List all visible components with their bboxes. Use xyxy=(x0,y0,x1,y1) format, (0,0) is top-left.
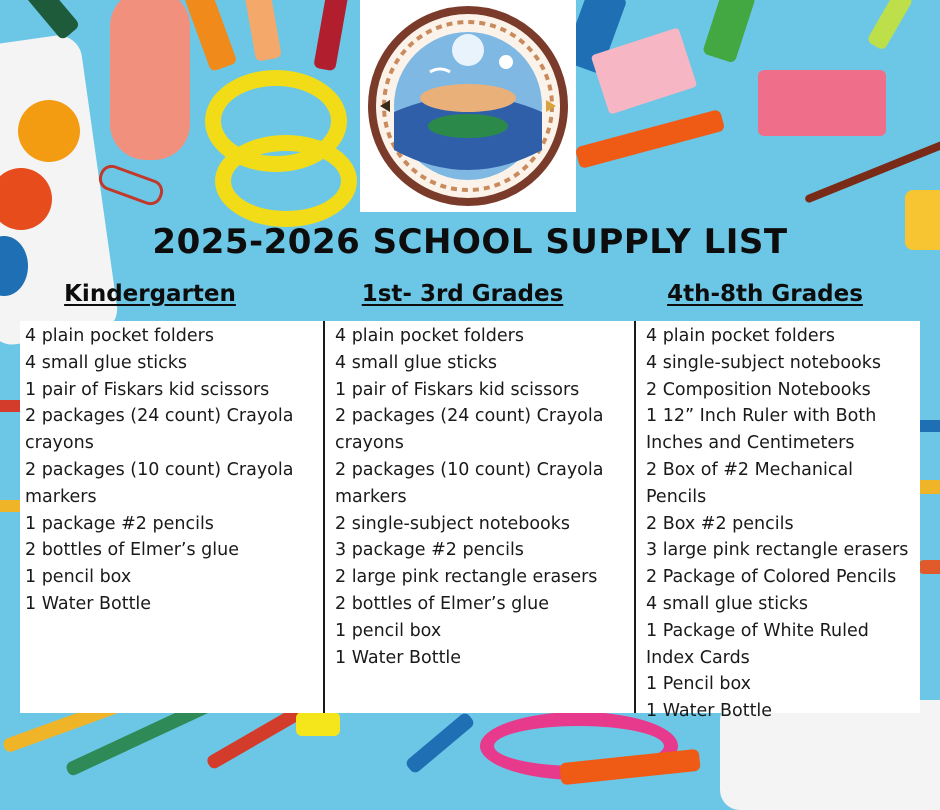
heading-kindergarten: Kindergarten xyxy=(64,281,236,307)
list-item: 1 Package of White Ruled Index Cards xyxy=(646,620,869,668)
list-item: 2 single-subject notebooks xyxy=(335,513,571,534)
binder-clip xyxy=(758,70,886,136)
list-item: 1 12” Inch Ruler with Both Inches and Centimeters xyxy=(646,406,877,454)
crayon-green xyxy=(702,0,756,64)
crayon-blue-bottom xyxy=(404,711,476,775)
crayon-peach xyxy=(244,0,282,62)
crayon-pink xyxy=(110,0,190,160)
list-item: 1 Water Bottle xyxy=(335,647,462,668)
list-item: 1 pair of Fiskars kid scissors xyxy=(25,379,270,400)
logo-frame xyxy=(360,0,576,212)
list-item: 2 packages (10 count) Crayola markers xyxy=(25,459,294,507)
list-item: 2 packages (10 count) Crayola markers xyxy=(335,459,604,507)
list-item: 1 Pencil box xyxy=(646,674,752,695)
list-item: 4 plain pocket folders xyxy=(646,326,835,346)
list-item: 4 plain pocket folders xyxy=(335,326,524,346)
column-divider xyxy=(634,321,636,713)
list-item: 4 small glue sticks xyxy=(335,352,497,373)
list-item: 1 pencil box xyxy=(335,620,442,641)
circular-seal-logo xyxy=(360,0,576,212)
column-divider xyxy=(323,321,325,713)
crayon-red xyxy=(313,0,349,71)
marker-orange xyxy=(575,109,726,169)
kindergarten-list xyxy=(25,323,320,618)
list-item: 4 small glue sticks xyxy=(646,593,808,614)
list-item: 2 packages (24 count) Crayola crayons xyxy=(25,406,294,454)
crayon-darkgreen xyxy=(24,0,81,41)
pencil-right-3 xyxy=(918,560,940,574)
sticky-yellow xyxy=(296,712,340,736)
list-item: 4 single-subject notebooks xyxy=(646,352,882,373)
list-item: 2 Box #2 pencils xyxy=(646,513,794,534)
scissors-handle-bottom xyxy=(215,135,357,227)
list-item: 1 pair of Fiskars kid scissors xyxy=(335,379,580,400)
list-item: 2 Package of Colored Pencils xyxy=(646,567,897,588)
list-item: 2 Box of #2 Mechanical Pencils xyxy=(646,459,854,507)
heading-4th-8th-grades: 4th-8th Grades xyxy=(667,281,863,307)
crayon-lime xyxy=(866,0,913,51)
list-item: 3 package #2 pencils xyxy=(335,540,524,561)
list-item: 3 large pink rectangle erasers xyxy=(646,540,909,561)
list-item: 1 Water Bottle xyxy=(646,701,773,722)
list-item: 2 bottles of Elmer’s glue xyxy=(335,593,549,614)
grades-1-3-list xyxy=(335,323,630,671)
list-item: 1 pencil box xyxy=(25,567,132,588)
heading-1st-3rd-grades: 1st- 3rd Grades xyxy=(361,281,564,307)
page-title: 2025-2026 SCHOOL SUPPLY LIST xyxy=(152,222,788,262)
list-item: 4 small glue sticks xyxy=(25,352,187,373)
list-item: 1 Water Bottle xyxy=(25,593,152,614)
grades-4-8-list xyxy=(646,323,918,725)
paint-orange xyxy=(18,100,80,162)
list-item: 2 bottles of Elmer’s glue xyxy=(25,540,239,561)
supply-list-panel xyxy=(20,321,920,722)
list-item: 2 packages (24 count) Crayola crayons xyxy=(335,406,604,454)
paperclip xyxy=(96,161,167,208)
list-item: 1 package #2 pencils xyxy=(25,513,214,534)
list-item: 4 plain pocket folders xyxy=(25,326,214,346)
list-item: 2 large pink rectangle erasers xyxy=(335,567,598,588)
list-item: 2 Composition Notebooks xyxy=(646,379,871,400)
